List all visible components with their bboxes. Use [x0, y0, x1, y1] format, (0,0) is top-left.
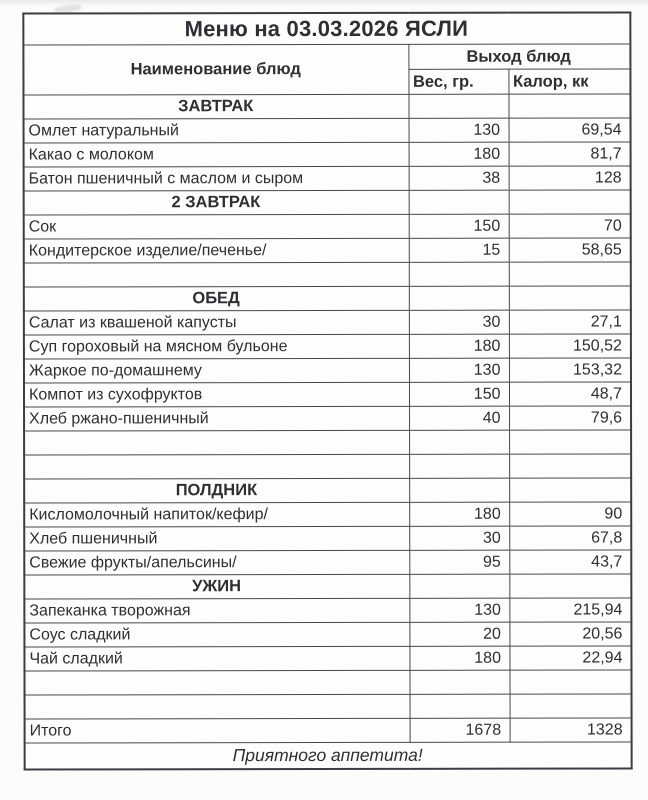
section-row	[24, 190, 631, 215]
calories-cell: 22,94	[509, 646, 631, 670]
calories-cell: 58,65	[509, 238, 631, 262]
table-row	[24, 166, 631, 191]
total-weight-cell: 1678	[410, 718, 510, 742]
dish-name-cell: Салат из квашеной капусты	[24, 310, 409, 335]
column-header-calories: Калор, кк	[508, 69, 630, 94]
dish-name-cell	[24, 670, 409, 695]
dish-name-cell	[25, 694, 410, 719]
table-row-empty	[24, 430, 631, 455]
table-row-empty	[24, 670, 631, 695]
calories-cell: 215,94	[509, 598, 631, 622]
calories-cell: 20,56	[509, 622, 631, 646]
weight-cell	[409, 262, 509, 286]
dish-name-cell: Запеканка творожная	[24, 598, 409, 623]
weight-cell: 130	[409, 598, 509, 622]
column-header-name: Наименование блюд	[23, 44, 408, 95]
section-header-cell: ЗАВТРАК	[23, 94, 408, 119]
calories-cell: 150,52	[509, 334, 631, 358]
table-row-empty	[25, 694, 632, 719]
weight-cell	[409, 454, 509, 478]
weight-cell: 180	[409, 502, 509, 526]
dish-name-cell: Хлеб пшеничный	[24, 526, 409, 551]
weight-cell	[409, 670, 509, 694]
calories-cell	[509, 454, 631, 478]
weight-cell	[409, 286, 509, 310]
calories-cell: 48,7	[509, 382, 631, 406]
calories-cell: 43,7	[509, 550, 631, 574]
calories-cell	[510, 694, 632, 718]
calories-cell: 70	[509, 214, 631, 238]
table-row	[24, 646, 631, 671]
column-header-weight: Вес, гр.	[408, 69, 508, 94]
calories-cell	[509, 262, 631, 286]
weight-cell: 180	[409, 142, 509, 166]
section-row	[24, 574, 631, 599]
calories-cell	[509, 670, 631, 694]
table-row	[24, 142, 631, 167]
dish-name-cell: Какао с молоком	[24, 142, 409, 167]
table-row	[24, 550, 631, 575]
calories-cell	[509, 430, 631, 454]
menu-table	[22, 11, 632, 770]
total-label-cell: Итого	[25, 718, 410, 743]
calories-cell: 79,6	[509, 406, 631, 430]
column-header-group: Выход блюд	[408, 44, 630, 69]
dish-name-cell: Кондитерское изделие/печенье/	[24, 238, 409, 263]
calories-cell: 128	[509, 166, 631, 190]
dish-name-cell: Суп гороховый на мясном бульоне	[24, 334, 409, 359]
table-row	[24, 382, 631, 407]
table-row	[24, 358, 631, 383]
section-header-cell: УЖИН	[24, 574, 409, 599]
calories-cell	[509, 478, 631, 502]
weight-cell: 15	[409, 238, 509, 262]
dish-name-cell: Батон пшеничный с маслом и сыром	[24, 166, 409, 191]
table-row	[24, 526, 631, 551]
dish-name-cell: Омлет натуральный	[24, 118, 409, 143]
footer-message: Приятного аппетита!	[25, 742, 632, 770]
table-row	[24, 622, 631, 647]
weight-cell	[409, 190, 509, 214]
table-row	[24, 406, 631, 431]
dish-name-cell: Кисломолочный напиток/кефир/	[24, 502, 409, 527]
calories-cell: 67,8	[509, 526, 631, 550]
calories-cell: 153,32	[509, 358, 631, 382]
calories-cell	[509, 574, 631, 598]
dish-name-cell	[24, 430, 409, 455]
table-row	[23, 12, 630, 45]
table-row-empty	[24, 454, 631, 479]
weight-cell: 30	[409, 526, 509, 550]
total-calories-cell: 1328	[510, 718, 632, 742]
scanner-edge-shadow	[0, 0, 648, 6]
section-row	[24, 478, 631, 503]
table-row	[24, 238, 631, 263]
dish-name-cell: Хлеб ржано-пшеничный	[24, 406, 409, 431]
weight-cell	[409, 478, 509, 502]
calories-cell: 90	[509, 502, 631, 526]
weight-cell: 130	[409, 118, 509, 142]
menu-title: Меню на 03.03.2026 ЯСЛИ	[23, 12, 630, 45]
weight-cell: 40	[409, 406, 509, 430]
calories-cell: 81,7	[509, 142, 631, 166]
weight-cell: 130	[409, 358, 509, 382]
dish-name-cell: Чай сладкий	[24, 646, 409, 671]
dish-name-cell: Соус сладкий	[24, 622, 409, 647]
weight-cell: 180	[409, 334, 509, 358]
section-header-cell: ПОЛДНИК	[24, 478, 409, 503]
table-row	[24, 310, 631, 335]
weight-cell: 150	[409, 382, 509, 406]
footer-row	[25, 742, 632, 770]
table-row-empty	[24, 262, 631, 287]
section-header-cell: 2 ЗАВТРАК	[24, 190, 409, 215]
section-header-cell: ОБЕД	[24, 286, 409, 311]
calories-cell: 27,1	[509, 310, 631, 334]
dish-name-cell: Жаркое по-домашнему	[24, 358, 409, 383]
table-row	[24, 334, 631, 359]
weight-cell	[408, 94, 508, 118]
section-row	[24, 286, 631, 311]
section-row	[23, 94, 630, 119]
weight-cell	[409, 574, 509, 598]
dish-name-cell: Компот из сухофруктов	[24, 382, 409, 407]
table-row	[24, 214, 631, 239]
dish-name-cell	[24, 262, 409, 287]
weight-cell: 30	[409, 310, 509, 334]
table-header-row	[23, 44, 630, 70]
table-row	[24, 502, 631, 527]
table-row	[24, 118, 631, 143]
calories-cell	[509, 286, 631, 310]
weight-cell: 150	[409, 214, 509, 238]
weight-cell	[409, 430, 509, 454]
weight-cell: 38	[409, 166, 509, 190]
dish-name-cell	[24, 454, 409, 479]
weight-cell: 20	[409, 622, 509, 646]
weight-cell: 180	[409, 646, 509, 670]
calories-cell	[509, 190, 631, 214]
weight-cell: 95	[409, 550, 509, 574]
total-row	[25, 718, 632, 743]
calories-cell: 69,54	[509, 118, 631, 142]
weight-cell	[410, 694, 510, 718]
calories-cell	[508, 94, 630, 118]
dish-name-cell: Свежие фрукты/апельсины/	[24, 550, 409, 575]
dish-name-cell: Сок	[24, 214, 409, 239]
table-row	[24, 598, 631, 623]
